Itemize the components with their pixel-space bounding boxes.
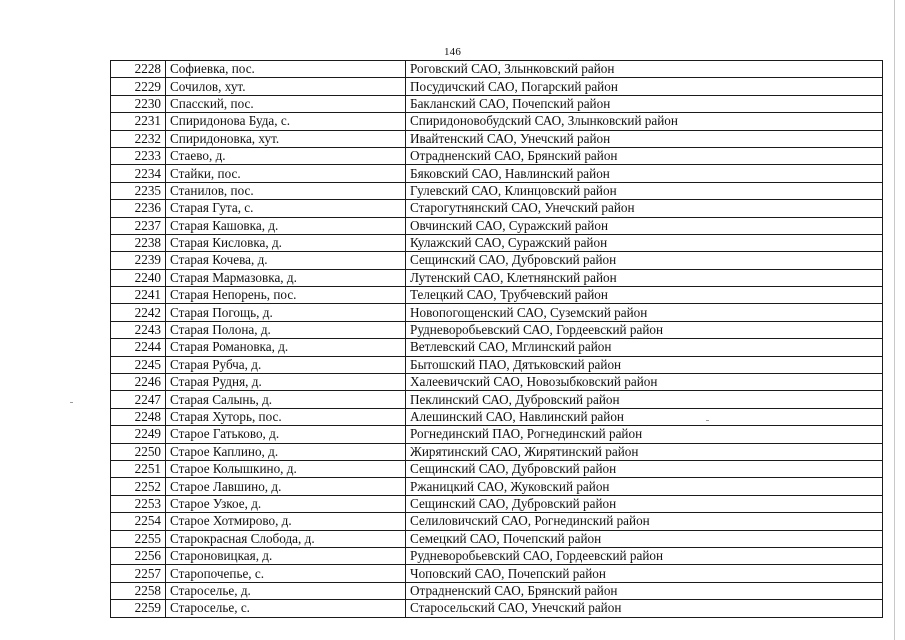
settlement-name-cell: Старая Рудня, д. [166,374,406,391]
table-row [111,304,883,321]
table-row [111,217,883,234]
administrative-district-cell: Чоповский САО, Почепский район [406,565,883,582]
table-row [111,495,883,512]
row-number-cell: 2247 [111,391,166,408]
row-number-cell: 2250 [111,443,166,460]
table-row [111,234,883,251]
administrative-district-cell: Сещинский САО, Дубровский район [406,252,883,269]
administrative-district-cell: Лутенский САО, Клетнянский район [406,269,883,286]
administrative-district-cell: Посудичский САО, Погарский район [406,78,883,95]
page-number: 146 [443,46,462,58]
scan-edge-line [894,0,895,640]
row-number-cell: 2241 [111,287,166,304]
table-row [111,356,883,373]
administrative-district-cell: Телецкий САО, Трубчевский район [406,287,883,304]
settlement-name-cell: Старая Кашовка, д. [166,217,406,234]
row-number-cell: 2257 [111,565,166,582]
administrative-district-cell: Старосельский САО, Унечский район [406,600,883,617]
administrative-district-cell: Отрадненский САО, Брянский район [406,582,883,599]
administrative-district-cell: Сещинский САО, Дубровский район [406,460,883,477]
settlement-name-cell: Стаево, д. [166,147,406,164]
settlement-name-cell: Староселье, д. [166,582,406,599]
settlement-name-cell: Старая Рубча, д. [166,356,406,373]
table-row [111,478,883,495]
settlement-name-cell: Старая Погощь, д. [166,304,406,321]
row-number-cell: 2249 [111,426,166,443]
row-number-cell: 2252 [111,478,166,495]
settlement-name-cell: Старая Кочева, д. [166,252,406,269]
settlement-name-cell: Софиевка, пос. [166,61,406,78]
settlement-name-cell: Сочилов, хут. [166,78,406,95]
table-row [111,513,883,530]
settlement-name-cell: Старое Узкое, д. [166,495,406,512]
table-row [111,130,883,147]
settlement-name-cell: Старое Каплино, д. [166,443,406,460]
settlement-name-cell: Старое Гатьково, д. [166,426,406,443]
administrative-district-cell: Алешинский САО, Навлинский район [406,408,883,425]
settlement-name-cell: Станилов, пос. [166,182,406,199]
row-number-cell: 2253 [111,495,166,512]
administrative-district-cell: Селиловичский САО, Рогнединский район [406,513,883,530]
table-row [111,582,883,599]
row-number-cell: 2258 [111,582,166,599]
administrative-district-cell: Спиридоновобудский САО, Злынковский район [406,113,883,130]
settlement-name-cell: Старая Гута, с. [166,200,406,217]
administrative-district-cell: Новопогощенский САО, Суземский район [406,304,883,321]
settlement-name-cell: Старая Полона, д. [166,321,406,338]
settlements-table [110,60,883,618]
row-number-cell: 2231 [111,113,166,130]
table-row [111,374,883,391]
row-number-cell: 2229 [111,78,166,95]
settlement-name-cell: Староновицкая, д. [166,547,406,564]
table-row [111,182,883,199]
row-number-cell: 2232 [111,130,166,147]
table-row [111,600,883,617]
row-number-cell: 2259 [111,600,166,617]
table-row [111,547,883,564]
administrative-district-cell: Пеклинский САО, Дубровский район [406,391,883,408]
row-number-cell: 2236 [111,200,166,217]
settlement-name-cell: Старопочепье, с. [166,565,406,582]
administrative-district-cell: Бытошский ПАО, Дятьковский район [406,356,883,373]
scan-speck [70,402,73,403]
row-number-cell: 2239 [111,252,166,269]
table-row [111,200,883,217]
table-row [111,426,883,443]
table-row [111,391,883,408]
administrative-district-cell: Старогутнянский САО, Унечский район [406,200,883,217]
administrative-district-cell: Сещинский САО, Дубровский район [406,495,883,512]
table-row [111,443,883,460]
administrative-district-cell: Кулажский САО, Суражский район [406,234,883,251]
administrative-district-cell: Овчинский САО, Суражский район [406,217,883,234]
settlement-name-cell: Спасский, пос. [166,95,406,112]
row-number-cell: 2246 [111,374,166,391]
settlement-name-cell: Старая Кисловка, д. [166,234,406,251]
table-row [111,339,883,356]
table-row [111,530,883,547]
administrative-district-cell: Бяковский САО, Навлинский район [406,165,883,182]
row-number-cell: 2243 [111,321,166,338]
table-row [111,78,883,95]
administrative-district-cell: Роговский САО, Злынковский район [406,61,883,78]
administrative-district-cell: Ветлевский САО, Мглинский район [406,339,883,356]
table-row [111,165,883,182]
administrative-district-cell: Рогнединский ПАО, Рогнединский район [406,426,883,443]
settlement-name-cell: Старое Лавшино, д. [166,478,406,495]
administrative-district-cell: Ржаницкий САО, Жуковский район [406,478,883,495]
row-number-cell: 2254 [111,513,166,530]
table-row [111,321,883,338]
table-row [111,95,883,112]
settlement-name-cell: Старая Романовка, д. [166,339,406,356]
administrative-district-cell: Бакланский САО, Почепский район [406,95,883,112]
administrative-district-cell: Гулевский САО, Клинцовский район [406,182,883,199]
row-number-cell: 2240 [111,269,166,286]
administrative-district-cell: Рудневоробьевский САО, Гордеевский район [406,547,883,564]
row-number-cell: 2237 [111,217,166,234]
row-number-cell: 2248 [111,408,166,425]
administrative-district-cell: Халеевичский САО, Новозыбковский район [406,374,883,391]
table-row [111,113,883,130]
settlement-name-cell: Спиридонова Буда, с. [166,113,406,130]
row-number-cell: 2238 [111,234,166,251]
administrative-district-cell: Жирятинский САО, Жирятинский район [406,443,883,460]
settlement-name-cell: Стайки, пос. [166,165,406,182]
row-number-cell: 2256 [111,547,166,564]
row-number-cell: 2242 [111,304,166,321]
administrative-district-cell: Ивайтенский САО, Унечский район [406,130,883,147]
row-number-cell: 2245 [111,356,166,373]
table-row [111,269,883,286]
settlement-name-cell: Старая Салынь, д. [166,391,406,408]
settlement-name-cell: Спиридоновка, хут. [166,130,406,147]
table-row [111,460,883,477]
settlement-name-cell: Старая Хуторь, пос. [166,408,406,425]
row-number-cell: 2244 [111,339,166,356]
table-row [111,408,883,425]
row-number-cell: 2234 [111,165,166,182]
settlement-name-cell: Старая Мармазовка, д. [166,269,406,286]
table-row [111,61,883,78]
table-row [111,147,883,164]
row-number-cell: 2255 [111,530,166,547]
settlement-name-cell: Старокрасная Слобода, д. [166,530,406,547]
administrative-district-cell: Рудневоробьевский САО, Гордеевский район [406,321,883,338]
row-number-cell: 2230 [111,95,166,112]
settlement-name-cell: Старое Колышкино, д. [166,460,406,477]
row-number-cell: 2233 [111,147,166,164]
table-row [111,252,883,269]
row-number-cell: 2251 [111,460,166,477]
administrative-district-cell: Семецкий САО, Почепский район [406,530,883,547]
table-row [111,565,883,582]
settlement-name-cell: Староселье, с. [166,600,406,617]
settlement-name-cell: Старая Непорень, пос. [166,287,406,304]
administrative-district-cell: Отрадненский САО, Брянский район [406,147,883,164]
table-row [111,287,883,304]
row-number-cell: 2228 [111,61,166,78]
settlement-name-cell: Старое Хотмирово, д. [166,513,406,530]
row-number-cell: 2235 [111,182,166,199]
settlements-table-body [111,61,883,618]
